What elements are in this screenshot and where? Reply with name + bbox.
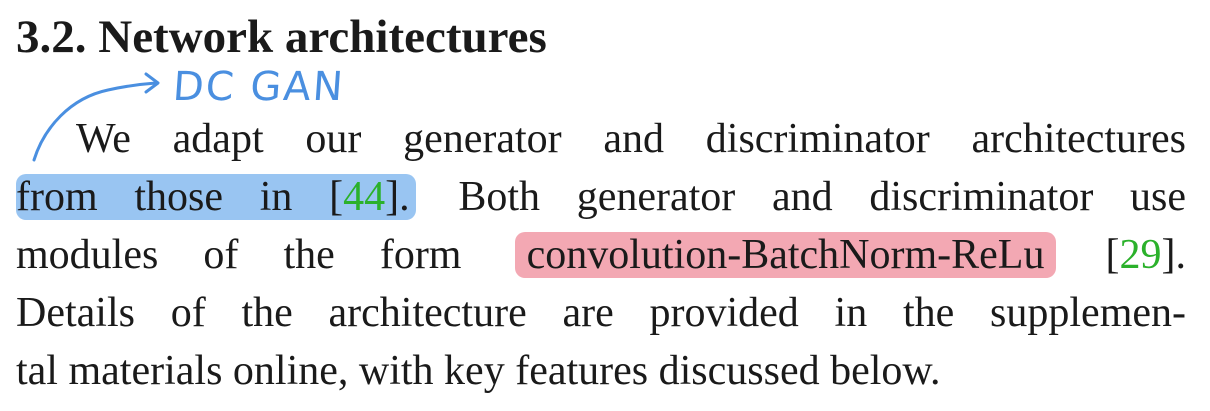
paragraph-line-5: tal materials online, with key features discussed below. <box>16 348 941 394</box>
paragraph-line-2: from those in [44]. Both generator and discriminator use <box>16 174 1187 220</box>
highlight-blue: from those in [44]. <box>16 174 416 220</box>
section-title: Network architectures <box>98 11 547 63</box>
section-number: 3.2. <box>16 11 87 63</box>
citation-link[interactable]: 44 <box>343 174 386 220</box>
handwritten-annotation: DC GAN <box>171 64 347 110</box>
paragraph-line-3: modules of the form convolution-BatchNorm-ReLu [29]. <box>16 232 1187 278</box>
paragraph-line-4: Details of the architecture are provided in the supplemen- <box>16 290 1186 336</box>
citation-link[interactable]: 29 <box>1119 232 1162 278</box>
paragraph-line-1: We adapt our generator and discriminator architectures <box>76 116 1186 162</box>
highlight-pink: convolution-BatchNorm-ReLu <box>515 232 1057 278</box>
